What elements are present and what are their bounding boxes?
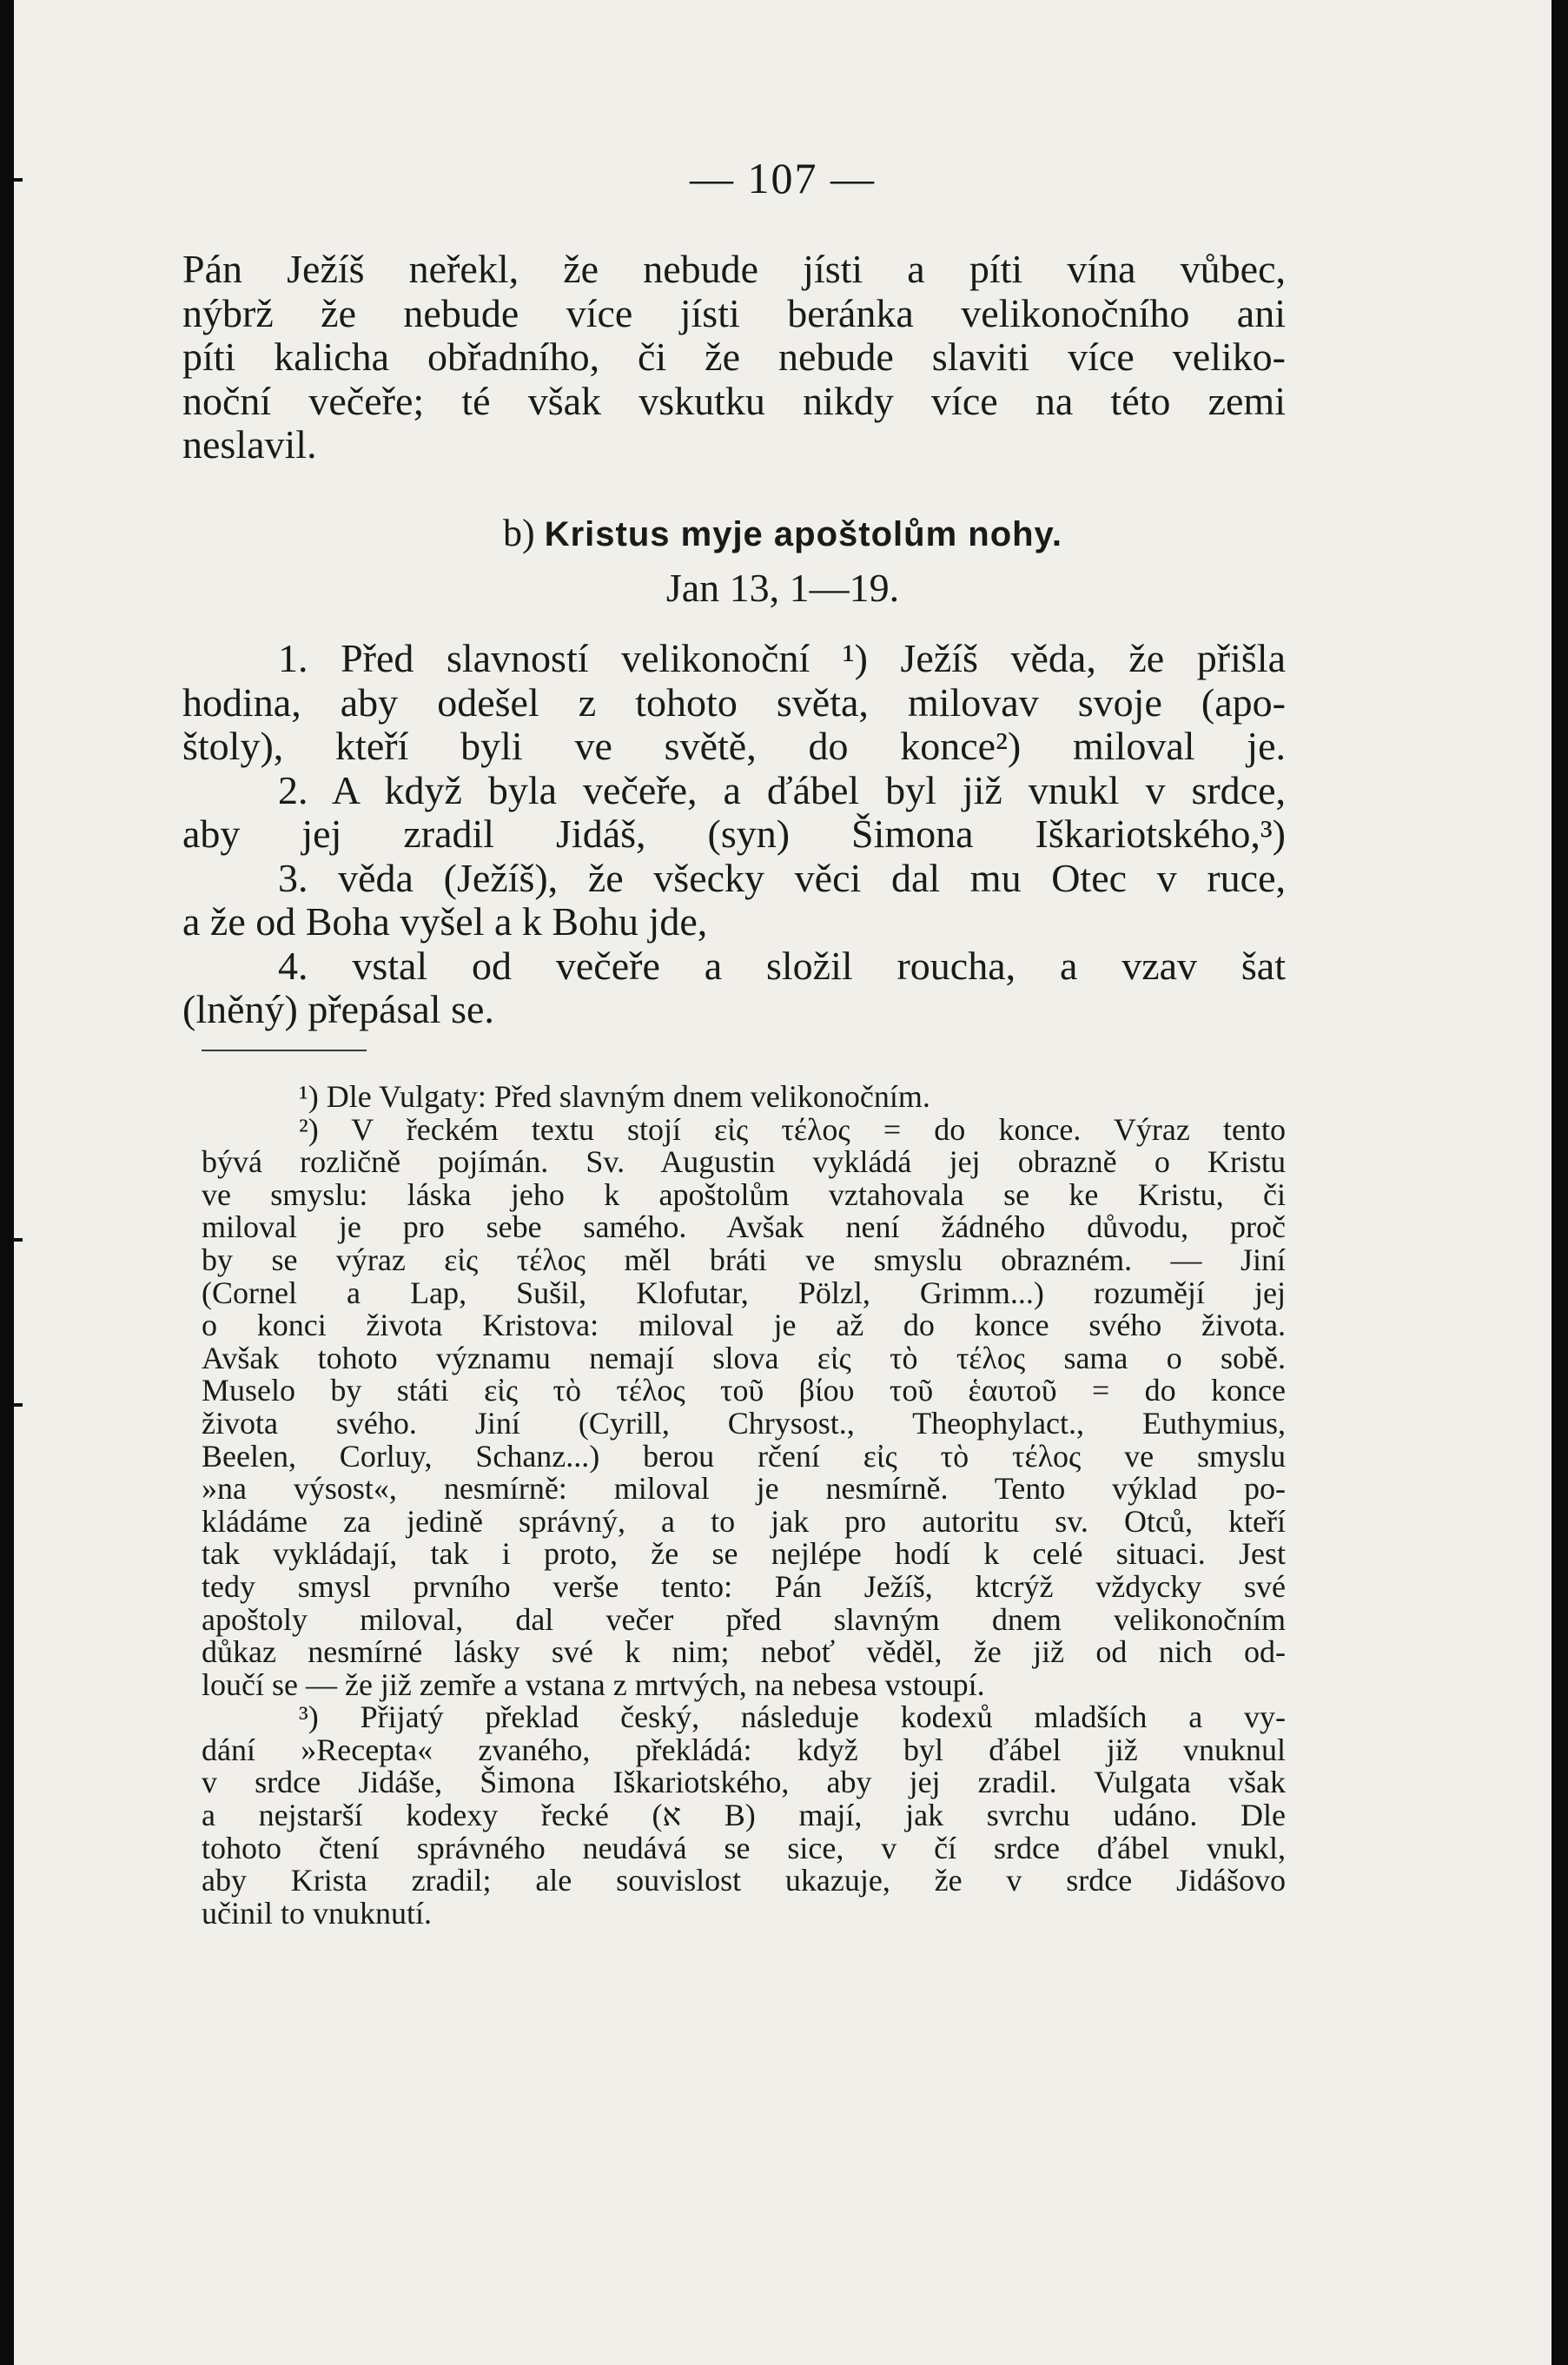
verse-line: 4. vstal od večeře a složil roucha, a vzav šat: [278, 943, 1286, 988]
footnote-line: o konci života Kristova: miloval je až do konce svého života.: [202, 1308, 1286, 1343]
page-edge-mark: [14, 1403, 23, 1407]
verse-line: 1. Před slavností velikonoční ¹) Ježíš věda, že přišla: [278, 636, 1286, 680]
footnote-line: tak vykládají, tak i proto, že se nejlépe hodí k celé situaci. Jest: [202, 1536, 1286, 1572]
footnotes-block: [202, 1081, 1286, 1930]
footnote-line: miloval je pro sebe samého. Avšak není žádného důvodu, proč: [202, 1209, 1286, 1245]
footnote-line: ve smyslu: láska jeho k apoštolům vztahovala se ke Kristu, či: [202, 1176, 1286, 1212]
footnote-line: tedy smysl prvního verše tento: Pán Ježíš, ktcrýž vždycky své: [202, 1568, 1286, 1604]
scripture-reference: Jan 13, 1—19.: [665, 566, 900, 610]
footnote-line: »na výsost«, nesmírně: miloval je nesmírně. Tento výklad po-: [202, 1471, 1286, 1507]
footnote-line: ²) V řeckém textu stojí εἰς τέλος = do konce. Výraz tento: [299, 1111, 1286, 1147]
footnote-line: Avšak tohoto významu nemají slova εἰς τὸ τέλος sama o sobě.: [202, 1340, 1286, 1375]
page-edge-mark: [14, 1238, 23, 1242]
footnote-line: kládáme za jedině správný, a to jak pro autoritu sv. Otců, kteří: [202, 1503, 1286, 1539]
footnote-line: v srdce Jidáše, Šimona Iškariotského, aby jej zradil. Vulgata však: [202, 1765, 1286, 1800]
footnote-line: aby Krista zradil; ale souvislost ukazuje, že v srdce Jidášovo: [202, 1863, 1286, 1898]
footnote-line: a nejstarší kodexy řecké (א B) mají, jak svrchu udáno. Dle: [202, 1798, 1286, 1833]
section-label: b): [503, 512, 535, 554]
footnote-line: Muselo by státi εἰς τὸ τέλος τοῦ βίου τοῦ ἑαυτοῦ = do konce: [202, 1373, 1286, 1408]
text-line: píti kalicha obřadního, či že nebude slaviti více veliko-: [182, 335, 1286, 379]
verse-line: hodina, aby odešel z tohoto světa, milovav svoje (apo-: [182, 679, 1286, 725]
verse-line: a že od Boha vyšel a k Bohu jde,: [182, 899, 708, 944]
footnote-line: důkaz nesmírné lásky své k nim; neboť věděl, že již od nich od-: [202, 1634, 1286, 1670]
text-line: neslavil.: [182, 422, 317, 467]
footnote-divider: [202, 1050, 367, 1051]
verse-line: (lněný) přepásal se.: [182, 987, 494, 1031]
book-page: [14, 0, 1551, 2365]
footnote-line: (Cornel a Lap, Sušil, Klofutar, Pölzl, Grimm...) rozumějí jej: [202, 1275, 1286, 1310]
footnote-line: dání »Recepta« zvaného, překládá: když byl ďábel již vnuknul: [202, 1732, 1286, 1767]
footnote-line: Beelen, Corluy, Schanz...) berou rčení εἰς τὸ τέλος ve smyslu: [202, 1438, 1286, 1474]
verse-line: 2. A když byla večeře, a ďábel byl již vnukl v srdce,: [278, 767, 1286, 812]
footnote-line: by se výraz εἰς τέλος měl bráti ve smyslu obrazném. — Jiní: [202, 1242, 1286, 1277]
footnote-line: života svého. Jiní (Cyrill, Chrysost., Theophylact., Euthymius,: [202, 1405, 1286, 1441]
section-heading: [14, 511, 1551, 555]
footnote-line: bývá rozličně pojímán. Sv. Augustin vykládá jej obrazně o Kristu: [202, 1144, 1286, 1180]
verse-line: štoly), kteří byli ve světě, do konce²) miloval je.: [182, 724, 1286, 768]
page-number: — 107 —: [690, 154, 876, 202]
verse-line: 3. věda (Ježíš), že všecky věci dal mu Otec v ruce,: [278, 855, 1286, 900]
footnote-line: apoštoly miloval, dal večer před slavným dnem velikonočním: [202, 1601, 1286, 1637]
text-line: noční večeře; té však vskutku nikdy více na této zemi: [182, 378, 1286, 423]
footnote-line: učinil to vnuknutí.: [202, 1895, 432, 1931]
section-title: Kristus myje apoštolům nohy.: [544, 515, 1062, 553]
text-line: nýbrž že nebude více jísti beránka velikonočního ani: [182, 290, 1286, 335]
verses-block: [182, 637, 1286, 1032]
verse-line: aby jej zradil Jidáš, (syn) Šimona Iškariotského,³): [182, 812, 1286, 856]
footnote-line: loučí se — že již zemře a vstana z mrtvých, na nebesa vstoupí.: [202, 1666, 985, 1702]
text-line: Pán Ježíš neřekl, že nebude jísti a píti vína vůbec,: [182, 247, 1286, 291]
footnote-line: ³) Přijatý překlad český, následuje kodexů mladších a vy-: [299, 1699, 1286, 1735]
footnote-line: tohoto čtení správného neudává se sice, v čí srdce ďábel vnukl,: [202, 1830, 1286, 1865]
footnote-line: ¹) Dle Vulgaty: Před slavným dnem velikonočním.: [299, 1079, 930, 1114]
intro-paragraph: [182, 248, 1286, 467]
